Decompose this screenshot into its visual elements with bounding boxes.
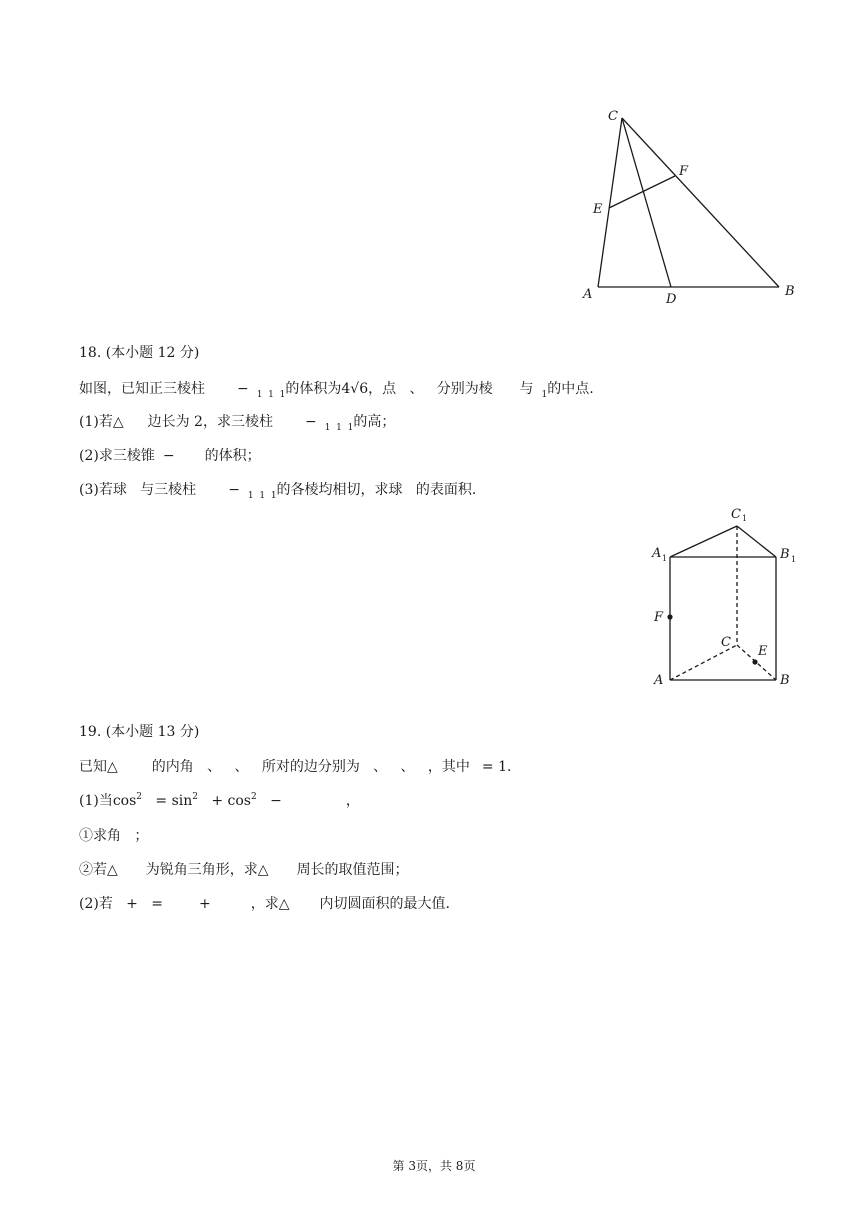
q18-p2-a: (2)求三棱锥 xyxy=(79,448,155,464)
edge-a1-c1 xyxy=(670,526,737,557)
page-footer: 第 3页，共 8页 xyxy=(392,1159,476,1173)
figure-prism xyxy=(670,526,776,680)
point-f xyxy=(667,614,672,619)
q18-stem xyxy=(79,379,594,401)
q19-p2-d: 内切圆面积的最大值. xyxy=(319,896,450,912)
q18-p1-a: (1)若△ xyxy=(79,414,124,430)
q19-p1ii-b: 为锐角三角形，求△ xyxy=(145,862,269,878)
segment-cb xyxy=(622,118,779,287)
q19-part2 xyxy=(79,894,450,914)
q19-stem-c: = 1. xyxy=(481,759,512,775)
q18-stem-b: 的体积为 xyxy=(285,381,342,397)
q18-p1-dash: − xyxy=(304,414,317,430)
label-f: F xyxy=(679,164,689,179)
q19-p1-sq2: 2 xyxy=(192,792,198,802)
q19-p1-sq3: 2 xyxy=(250,792,257,802)
label-c: C xyxy=(608,109,618,124)
q19-p1-sq: 2 xyxy=(136,792,143,802)
segment-cd xyxy=(622,118,671,287)
q19-part1i: ①求角 ； xyxy=(79,828,149,844)
q19-p1ii-c: 周长的取值范围； xyxy=(296,862,409,878)
label-b1-sub: 1 xyxy=(791,555,797,564)
q18-p3-dash: − xyxy=(228,482,240,498)
edge-c1-b1 xyxy=(737,526,776,557)
q19-p1-e: ， xyxy=(345,793,360,809)
q18-p3-b: 的各棱均相切，求球 的表面积. xyxy=(276,482,477,498)
q18-stem-subs: 1 1 1 xyxy=(256,390,286,400)
label-f2: F xyxy=(654,610,664,625)
q19-p1-a: (1)当cos xyxy=(79,793,137,809)
q18-p3-subs: 1 1 1 xyxy=(247,491,277,501)
label-c1-sub: 1 xyxy=(742,514,748,523)
q18-stem-a: 如图，已知正三棱柱 xyxy=(79,381,205,397)
label-b: B xyxy=(785,284,795,299)
label-a1-sub: 1 xyxy=(662,554,668,563)
q19-p1-b: = sin xyxy=(142,793,193,809)
q18-stem-vol: 4√6 xyxy=(341,381,369,397)
label-b1: B xyxy=(780,547,790,562)
q18-header: 18. (本小题 12 分) xyxy=(79,345,200,361)
label-a1: A xyxy=(652,546,662,561)
q19-p2-b: + xyxy=(199,896,211,912)
label-b2: B xyxy=(780,673,790,688)
q18-p1-b: 边长为 2，求三棱柱 xyxy=(147,414,273,430)
q18-p2-b: 的体积； xyxy=(204,448,261,464)
label-e: E xyxy=(593,202,603,217)
q18-part3 xyxy=(79,480,476,502)
q19-p1ii-a: ②若△ xyxy=(79,862,118,878)
q18-stem-dash: − xyxy=(237,381,249,397)
q19-stem-a: 已知△ xyxy=(79,759,118,775)
q18-part1 xyxy=(79,412,395,434)
segment-ef xyxy=(609,176,675,208)
q19-header: 19. (本小题 13 分) xyxy=(79,724,200,740)
q19-stem-b: 的内角 、 、 所对的边分别为 、 、 ，其中 xyxy=(151,759,470,775)
label-c1: C xyxy=(731,507,741,522)
label-e2: E xyxy=(758,644,768,659)
point-e xyxy=(752,659,757,664)
label-c2: C xyxy=(721,635,731,650)
q19-part1 xyxy=(79,791,360,813)
q18-p1-subs: 1 1 1 xyxy=(324,423,354,433)
q19-p2-a: (2)若 + = xyxy=(79,896,163,912)
q19-p2-c: ，求△ xyxy=(250,896,290,912)
label-a2: A xyxy=(654,673,664,688)
q19-p1-d: − xyxy=(256,793,282,809)
label-d: D xyxy=(666,292,677,307)
segment-ca xyxy=(598,118,622,287)
q19-p1-c: + cos xyxy=(197,793,251,809)
q18-p1-c: 的高； xyxy=(353,414,396,430)
q18-p3-a: (3)若球 与三棱柱 xyxy=(79,482,197,498)
q18-stem-d: 的中点. xyxy=(547,381,594,397)
q19-stem xyxy=(79,757,511,777)
q18-part2 xyxy=(79,446,261,466)
q19-part1ii xyxy=(79,860,409,880)
q18-stem-c: ，点 、 分别为棱 与 xyxy=(368,381,534,397)
q18-p2-dash: − xyxy=(162,448,175,464)
q18-stem-sub1: 1 xyxy=(541,390,548,400)
edge-a-c-hidden xyxy=(670,645,737,680)
label-a: A xyxy=(583,287,593,302)
edge-c-b-hidden xyxy=(737,645,776,680)
